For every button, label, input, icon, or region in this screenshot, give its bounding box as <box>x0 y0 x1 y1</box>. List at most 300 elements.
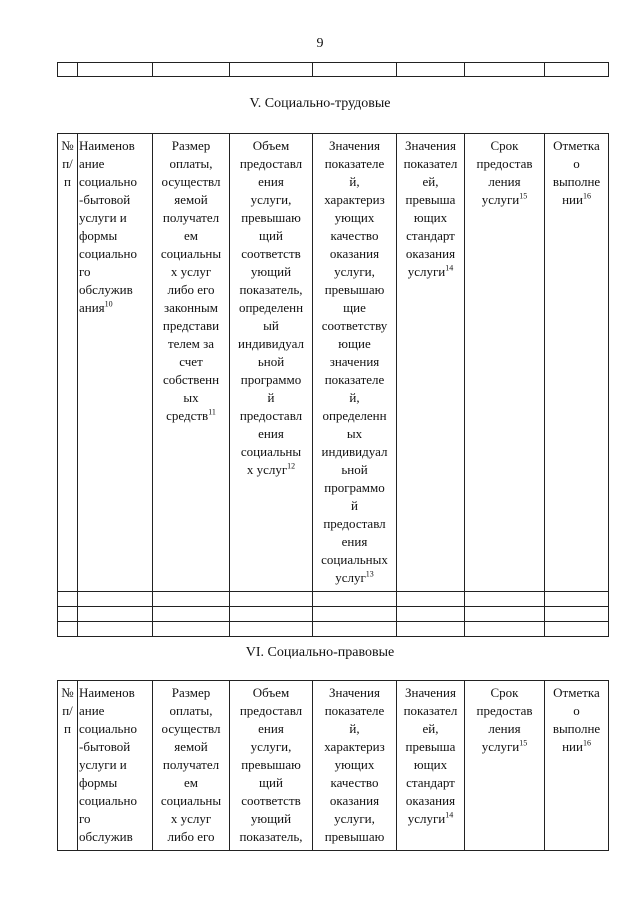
section-title: VI. Социально-правовые <box>245 645 395 660</box>
header-line <box>231 461 311 479</box>
header-text: Значения <box>405 685 456 700</box>
header-line <box>154 191 228 209</box>
header-line <box>154 756 228 774</box>
header-line <box>398 245 463 263</box>
header-text: услуги <box>407 811 446 826</box>
header-text: ющие <box>338 336 371 351</box>
header-line <box>398 684 463 702</box>
header-text: х услуг <box>246 462 288 477</box>
header-line <box>231 173 311 191</box>
header-text: п <box>64 721 71 736</box>
header-line <box>314 245 395 263</box>
header-text: услуги <box>481 192 520 207</box>
top-empty-table <box>57 62 609 77</box>
header-line <box>231 209 311 227</box>
header-line <box>231 353 311 371</box>
column-header <box>58 134 78 592</box>
header-text: ьной <box>341 462 368 477</box>
header-line <box>59 702 76 720</box>
header-line <box>314 209 395 227</box>
header-text: получател <box>162 757 220 772</box>
header-line <box>59 155 76 173</box>
header-text: услуги и <box>79 210 127 225</box>
header-text: соответств <box>241 246 301 261</box>
header-line <box>314 551 395 569</box>
header-text: Значения <box>329 138 380 153</box>
header-line <box>231 191 311 209</box>
header-text: показател <box>403 703 458 718</box>
header-line <box>79 810 151 828</box>
header-text: качество <box>330 775 379 790</box>
header-text: осуществл <box>161 721 221 736</box>
footnote-marker: 13 <box>365 569 374 579</box>
header-text: превыша <box>405 192 456 207</box>
header-line <box>154 684 228 702</box>
header-text: ых <box>346 426 363 441</box>
header-line <box>231 810 311 828</box>
header-text: предоставл <box>323 516 386 531</box>
header-text: й <box>351 498 358 513</box>
header-text: социально <box>79 174 137 189</box>
header-text: ем <box>184 228 198 243</box>
header-line <box>466 702 543 720</box>
header-line <box>314 810 395 828</box>
table-row <box>58 622 609 637</box>
header-text: ления <box>488 721 521 736</box>
header-line <box>398 702 463 720</box>
header-text: формы <box>79 228 118 243</box>
header-line <box>398 263 463 281</box>
header-line <box>314 720 395 738</box>
header-line <box>314 173 395 191</box>
header-line <box>314 155 395 173</box>
header-line <box>231 425 311 443</box>
header-line <box>154 317 228 335</box>
header-text: го <box>79 811 91 826</box>
header-text: социально <box>79 793 137 808</box>
header-line <box>154 353 228 371</box>
header-text: предостав <box>476 156 533 171</box>
header-text: Срок <box>490 138 519 153</box>
header-line <box>79 828 151 846</box>
header-text: ения <box>258 174 284 189</box>
column-header <box>397 681 465 851</box>
header-text: оказания <box>405 793 456 808</box>
header-text: щий <box>259 228 283 243</box>
header-text: услуги, <box>250 192 292 207</box>
header-text: программо <box>324 480 385 495</box>
header-text: нии <box>562 192 583 207</box>
header-text: осуществл <box>161 174 221 189</box>
header-text: Наименов <box>79 685 135 700</box>
header-text: ения <box>341 534 368 549</box>
header-text: услуги <box>481 739 520 754</box>
header-line <box>398 227 463 245</box>
header-text: показателе <box>324 703 385 718</box>
header-line <box>231 684 311 702</box>
header-line <box>231 371 311 389</box>
footnote-marker: 14 <box>445 810 454 820</box>
header-line <box>398 756 463 774</box>
header-line <box>231 317 311 335</box>
header-line <box>154 209 228 227</box>
column-header <box>465 134 545 592</box>
header-line <box>314 425 395 443</box>
header-line <box>314 497 395 515</box>
header-line <box>314 299 395 317</box>
header-line <box>79 209 151 227</box>
column-header <box>230 681 313 851</box>
header-line <box>314 335 395 353</box>
column-header <box>58 681 78 851</box>
header-text: ующих <box>334 757 375 772</box>
header-text: оплаты, <box>169 156 213 171</box>
header-text: превышаю <box>324 829 385 844</box>
header-text: Срок <box>490 685 519 700</box>
header-text: предоставл <box>239 156 303 171</box>
header-line <box>466 720 543 738</box>
header-line <box>314 191 395 209</box>
header-line <box>79 299 151 317</box>
header-text: х услуг <box>170 811 212 826</box>
header-line <box>314 281 395 299</box>
header-text: показател <box>403 156 458 171</box>
header-line <box>314 407 395 425</box>
header-text: социальны <box>160 246 222 261</box>
header-text: предоставл <box>239 408 303 423</box>
header-text: услуги, <box>250 739 292 754</box>
header-text: оказания <box>329 793 380 808</box>
header-line <box>546 720 607 738</box>
header-line <box>466 738 543 756</box>
header-text: собственн <box>162 372 220 387</box>
header-text: п/ <box>62 156 73 171</box>
header-text: соответству <box>321 318 388 333</box>
header-text: Размер <box>171 138 211 153</box>
column-header <box>153 134 230 592</box>
header-text: ующий <box>250 264 292 279</box>
header-text: превышаю <box>324 282 385 297</box>
header-text: превышаю <box>241 757 301 772</box>
header-text: услуги, <box>334 811 375 826</box>
header-text: щий <box>259 775 283 790</box>
header-line <box>79 227 151 245</box>
header-line <box>231 774 311 792</box>
column-header <box>230 134 313 592</box>
section-table-social-labor <box>57 133 609 637</box>
header-line <box>154 263 228 281</box>
header-line <box>314 738 395 756</box>
header-line <box>154 810 228 828</box>
header-line <box>546 173 607 191</box>
header-line <box>398 173 463 191</box>
header-line <box>466 684 543 702</box>
header-line <box>314 774 395 792</box>
footnote-marker: 16 <box>582 738 591 748</box>
header-text: нии <box>562 739 583 754</box>
header-text: социальны <box>160 793 222 808</box>
header-text: Объем <box>252 138 290 153</box>
table-header-row <box>58 681 609 851</box>
header-line <box>231 756 311 774</box>
header-line <box>546 684 607 702</box>
header-text: предоставл <box>239 703 303 718</box>
header-line <box>154 335 228 353</box>
header-text: выполне <box>552 721 601 736</box>
page-number: 9 <box>316 36 324 51</box>
header-text: ющих <box>413 757 448 772</box>
column-header <box>465 681 545 851</box>
header-text: й <box>267 390 275 405</box>
header-text: ующий <box>250 811 292 826</box>
header-line <box>154 155 228 173</box>
header-line <box>314 317 395 335</box>
header-text: характериз <box>324 739 385 754</box>
header-line <box>466 191 543 209</box>
header-line <box>79 263 151 281</box>
header-line <box>154 792 228 810</box>
header-text: характериз <box>324 192 385 207</box>
footnote-marker: 14 <box>445 263 454 273</box>
header-text: превыша <box>405 739 456 754</box>
header-text: показателе <box>324 372 385 387</box>
section-title: V. Социально-трудовые <box>249 96 391 111</box>
column-header <box>545 134 609 592</box>
header-text: социально <box>79 246 137 261</box>
header-line <box>398 155 463 173</box>
header-text: программо <box>240 372 302 387</box>
header-line <box>231 720 311 738</box>
header-line <box>231 227 311 245</box>
table-row <box>58 63 609 77</box>
header-text: стандарт <box>406 228 455 243</box>
header-line <box>314 515 395 533</box>
header-line <box>154 245 228 263</box>
header-line <box>398 774 463 792</box>
header-line <box>314 371 395 389</box>
header-text: ей, <box>422 174 439 189</box>
header-text: ления <box>488 174 521 189</box>
header-text: получател <box>162 210 220 225</box>
header-text: го <box>79 264 91 279</box>
header-line <box>154 702 228 720</box>
header-line <box>231 828 311 846</box>
column-header <box>545 681 609 851</box>
header-line <box>79 774 151 792</box>
header-text: № <box>61 685 74 700</box>
header-text: индивидуал <box>238 336 304 351</box>
header-text: телем за <box>167 336 215 351</box>
header-text: ующих <box>334 210 375 225</box>
header-line <box>79 756 151 774</box>
header-text: п <box>64 174 71 189</box>
header-line <box>398 191 463 209</box>
header-text: превышаю <box>241 210 301 225</box>
header-line <box>546 191 607 209</box>
header-text: услуги, <box>334 264 375 279</box>
header-line <box>314 353 395 371</box>
header-text: -бытовой <box>79 192 131 207</box>
footnote-marker: 10 <box>104 299 113 309</box>
header-line <box>154 281 228 299</box>
header-line <box>79 155 151 173</box>
header-text: й, <box>349 390 360 405</box>
footnote-marker: 12 <box>287 461 296 471</box>
column-header <box>397 134 465 592</box>
column-header <box>78 681 153 851</box>
header-text: определенн <box>322 408 387 423</box>
header-line <box>314 479 395 497</box>
header-line <box>398 792 463 810</box>
page-bottom-clip <box>0 680 640 844</box>
header-text: представи <box>162 318 220 333</box>
footnote-marker: 16 <box>582 191 591 201</box>
header-line <box>79 281 151 299</box>
header-line <box>154 738 228 756</box>
header-line <box>231 792 311 810</box>
header-line <box>231 281 311 299</box>
header-line <box>79 245 151 263</box>
header-text: либо его <box>167 282 215 297</box>
header-text: оплаты, <box>169 703 213 718</box>
header-line <box>398 137 463 155</box>
header-text: о <box>573 156 580 171</box>
header-text: показатель, <box>239 282 303 297</box>
header-text: выполне <box>552 174 601 189</box>
header-text: ьной <box>257 354 285 369</box>
header-line <box>231 335 311 353</box>
header-line <box>154 720 228 738</box>
header-line <box>398 209 463 227</box>
header-line <box>231 155 311 173</box>
header-line <box>231 245 311 263</box>
table-row <box>58 592 609 607</box>
header-line <box>231 738 311 756</box>
header-line <box>79 173 151 191</box>
header-text: социально <box>79 721 137 736</box>
header-line <box>154 389 228 407</box>
header-text: ых <box>183 390 199 405</box>
table-row <box>58 607 609 622</box>
header-line <box>154 227 228 245</box>
header-text: предостав <box>476 703 533 718</box>
header-text: соответств <box>241 793 301 808</box>
header-text: услуги и <box>79 757 127 772</box>
header-text: ения <box>258 721 284 736</box>
header-line <box>231 389 311 407</box>
header-text: й, <box>349 721 360 736</box>
header-text: х услуг <box>170 264 212 279</box>
header-text: показателе <box>324 156 385 171</box>
header-text: ения <box>258 426 284 441</box>
header-text: социальных <box>321 552 388 567</box>
header-text: ющих <box>413 210 448 225</box>
header-line <box>546 702 607 720</box>
column-header <box>313 134 397 592</box>
header-text: средств <box>166 408 209 423</box>
header-text: щие <box>343 300 366 315</box>
header-line <box>314 792 395 810</box>
header-text: либо его <box>167 829 215 844</box>
header-line <box>314 684 395 702</box>
header-line <box>314 756 395 774</box>
header-text: яемой <box>174 739 208 754</box>
header-text: ание <box>79 703 105 718</box>
header-text: Размер <box>171 685 211 700</box>
header-text: показатель, <box>239 829 303 844</box>
header-line <box>59 684 76 702</box>
header-text: п/ <box>62 703 73 718</box>
header-text: -бытовой <box>79 739 131 754</box>
header-line <box>466 137 543 155</box>
footnote-marker: 11 <box>208 407 216 417</box>
header-text: определенн <box>238 300 304 315</box>
header-text: оказания <box>329 246 380 261</box>
header-text: услуги <box>407 264 446 279</box>
header-text: обслужив <box>79 829 133 844</box>
header-line <box>314 263 395 281</box>
header-line <box>314 533 395 551</box>
header-text: й, <box>349 174 360 189</box>
header-text: Объем <box>252 685 290 700</box>
header-line <box>546 137 607 155</box>
header-line <box>154 137 228 155</box>
header-line <box>59 173 76 191</box>
header-line <box>79 137 151 155</box>
header-text: обслужив <box>79 282 133 297</box>
header-text: услуг <box>335 570 366 585</box>
header-line <box>154 299 228 317</box>
header-line <box>546 155 607 173</box>
header-text: о <box>573 703 580 718</box>
header-line <box>79 191 151 209</box>
column-header <box>78 134 153 592</box>
header-line <box>314 389 395 407</box>
header-text: ей, <box>422 721 439 736</box>
header-line <box>398 810 463 828</box>
header-line <box>231 443 311 461</box>
header-line <box>546 738 607 756</box>
footnote-marker: 15 <box>519 738 528 748</box>
header-line <box>314 702 395 720</box>
header-text: счет <box>179 354 203 369</box>
header-line <box>154 407 228 425</box>
table-header-row <box>58 134 609 592</box>
header-line <box>231 702 311 720</box>
header-line <box>79 738 151 756</box>
header-line <box>466 173 543 191</box>
column-header <box>153 681 230 851</box>
header-text: оказания <box>405 246 456 261</box>
header-line <box>231 407 311 425</box>
header-text: Отметка <box>553 685 600 700</box>
header-line <box>314 227 395 245</box>
header-line <box>79 792 151 810</box>
header-text: социальны <box>240 444 302 459</box>
header-text: законным <box>164 300 218 315</box>
header-text: формы <box>79 775 118 790</box>
header-text: Значения <box>329 685 380 700</box>
header-line <box>398 738 463 756</box>
header-line <box>59 720 76 738</box>
header-text: Наименов <box>79 138 135 153</box>
header-line <box>79 720 151 738</box>
header-line <box>314 461 395 479</box>
header-line <box>314 137 395 155</box>
header-line <box>231 137 311 155</box>
header-line <box>466 155 543 173</box>
header-text: Отметка <box>553 138 600 153</box>
